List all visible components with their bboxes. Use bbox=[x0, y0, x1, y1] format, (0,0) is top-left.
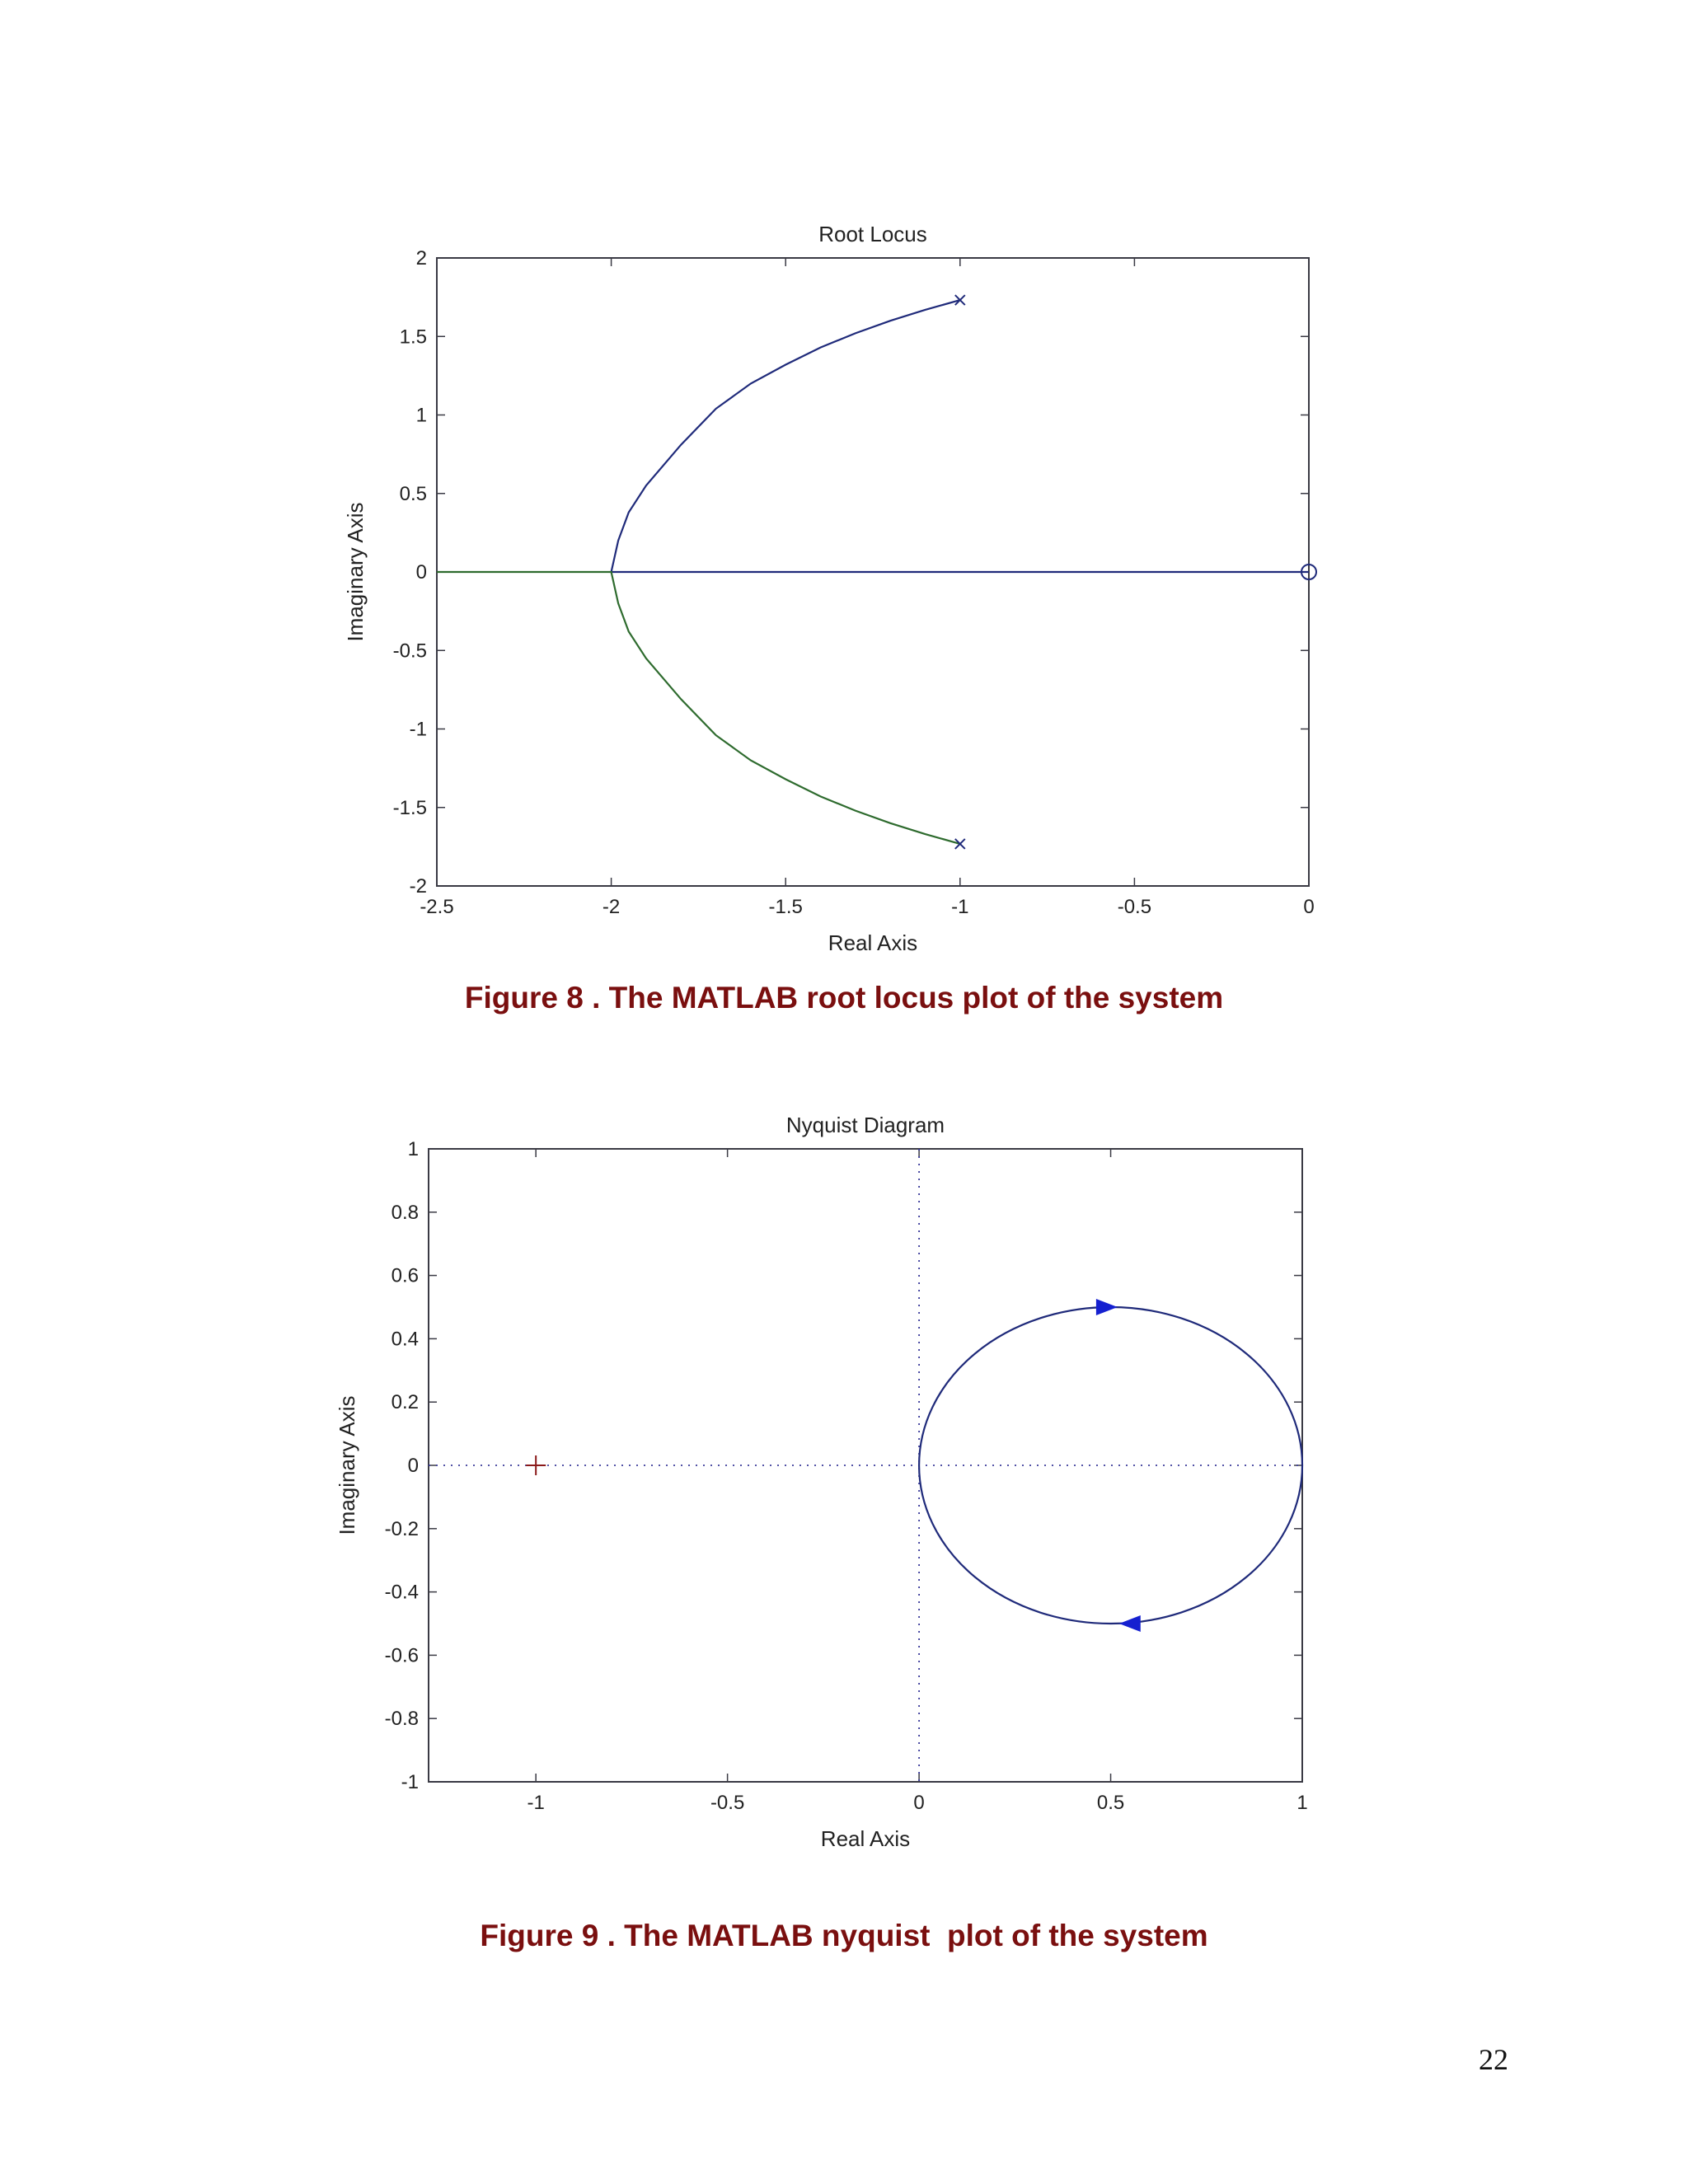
chart-title: Root Locus bbox=[818, 222, 927, 246]
x-tick-label: -0.5 bbox=[1117, 896, 1152, 918]
y-tick-label: 1 bbox=[407, 1138, 419, 1160]
y-tick-label: 1.5 bbox=[399, 326, 427, 349]
page-number: 22 bbox=[1479, 2043, 1508, 2076]
x-tick-label: -0.5 bbox=[710, 1792, 745, 1814]
x-tick-label: -1 bbox=[527, 1792, 545, 1814]
y-tick-label: 0.4 bbox=[391, 1328, 419, 1351]
y-axis-label: Imaginary Axis bbox=[343, 502, 368, 642]
chart-title: Nyquist Diagram bbox=[785, 1113, 945, 1137]
x-tick-label: 1 bbox=[1296, 1792, 1308, 1814]
locus-branch-1 bbox=[612, 300, 1309, 572]
x-axis-label: Real Axis bbox=[820, 1826, 911, 1851]
y-tick-label: 0.8 bbox=[391, 1201, 419, 1224]
pole-marker bbox=[955, 295, 965, 305]
locus-branch-2 bbox=[437, 572, 960, 844]
y-tick-label: -0.2 bbox=[384, 1517, 419, 1540]
figure-8-caption: Figure 8 . The MATLAB root locus plot of the system bbox=[464, 981, 1224, 1015]
y-axis-label: Imaginary Axis bbox=[335, 1395, 359, 1535]
critical-point-marker bbox=[526, 1455, 546, 1475]
y-tick-label: -2 bbox=[409, 875, 427, 898]
direction-arrow bbox=[1096, 1299, 1118, 1315]
y-tick-label: 0 bbox=[415, 561, 427, 583]
x-axis-label: Real Axis bbox=[828, 930, 918, 955]
y-tick-label: 0.5 bbox=[399, 482, 427, 505]
pole-marker bbox=[955, 839, 965, 849]
figure-9-caption: Figure 9 . The MATLAB nyquist plot of the system bbox=[480, 1919, 1208, 1952]
nyquist-chart bbox=[0, 1063, 1688, 2126]
y-tick-label: -0.4 bbox=[384, 1581, 419, 1604]
x-tick-label: -1 bbox=[951, 896, 969, 918]
root-locus-chart bbox=[0, 0, 1688, 972]
x-tick-label: -2 bbox=[602, 896, 621, 918]
y-tick-label: -0.5 bbox=[392, 640, 427, 663]
y-tick-label: -1.5 bbox=[392, 796, 427, 819]
y-tick-label: -1 bbox=[409, 718, 427, 741]
x-tick-label: 0.5 bbox=[1096, 1792, 1125, 1814]
y-tick-label: 1 bbox=[415, 404, 427, 427]
y-tick-label: 0.2 bbox=[391, 1391, 419, 1414]
y-tick-label: 0 bbox=[407, 1455, 419, 1477]
y-tick-label: -0.6 bbox=[384, 1644, 419, 1667]
y-tick-label: 0.6 bbox=[391, 1264, 419, 1287]
x-tick-label: 0 bbox=[913, 1792, 925, 1814]
y-tick-label: 2 bbox=[415, 247, 427, 269]
y-tick-label: -0.8 bbox=[384, 1708, 419, 1731]
x-tick-label: -2.5 bbox=[420, 896, 454, 918]
direction-arrow bbox=[1119, 1615, 1141, 1632]
x-tick-label: 0 bbox=[1303, 896, 1315, 918]
y-tick-label: -1 bbox=[401, 1771, 419, 1793]
x-tick-label: -1.5 bbox=[768, 896, 803, 918]
